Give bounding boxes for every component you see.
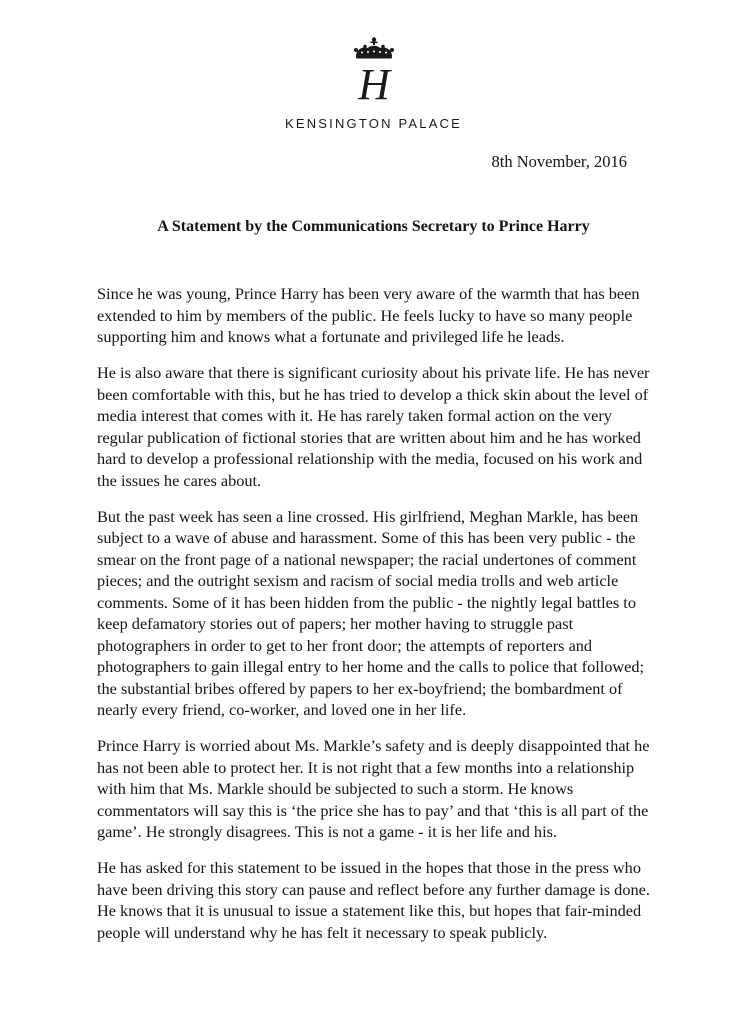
paragraph: He has asked for this statement to be issued in the hopes that those in the press who have been driving this story can pause and reflect before any further damage is done. He knows that it is unusual to issue a statement like this, but hopes that fair-minded people will understand why he has felt it necessary to speak publicly. <box>97 858 650 942</box>
monogram-letter: H <box>357 60 390 106</box>
statement-title: A Statement by the Communications Secretary to Prince Harry <box>157 218 590 235</box>
statement-body <box>97 283 657 958</box>
paragraph: But the past week has seen a line crossed. His girlfriend, Meghan Markle, has been subject to a wave of abuse and harassment. Some of this has been very public - the smear on the front page of a national newspaper; the racial undertones of comment pieces; and the outright sexism and racism of social media trolls and web article comments. Some of it has been hidden from the public - the nightly legal battles to keep defamatory stories out of papers; her mother having to struggle past photographers in order to get to her front door; the attempts of reporters and photographers to gain illegal entry to her home and the calls to police that followed; the substantial bribes offered by papers to her ex-boyfriend; the bombardment of nearly every friend, co-worker, and loved one in her life. <box>97 506 645 719</box>
paragraph: He is also aware that there is significant curiosity about his private life. He has never been comfortable with this, but he has tried to develop a thick skin about the level of media interest that comes with it. He has rarely taken formal action on the very regular publication of fictional stories that are written about him and he has worked hard to develop a professional relationship with the media, focused on his work and the issues he cares about. <box>97 363 650 490</box>
paragraph: Prince Harry is worried about Ms. Markle’s safety and is deeply disappointed that he has not been able to protect her. It is not right that a few months into a relationship with him that Ms. Markle should be subjected to such a storm. He knows commentators will say this is ‘the price she has to pay’ and that ‘this is all part of the game’. He strongly disagrees. This is not a game - it is her life and his. <box>97 736 650 841</box>
letterhead <box>0 36 747 131</box>
crown-monogram-icon <box>342 36 406 106</box>
palace-name: KENSINGTON PALACE <box>284 116 463 131</box>
statement-date: 8th November, 2016 <box>491 152 627 171</box>
paragraph: Since he was young, Prince Harry has been very aware of the warmth that has been extended to him by members of the public. He feels lucky to have so many people supporting him and knows what a fortunate and privileged life he leads. <box>97 284 640 346</box>
